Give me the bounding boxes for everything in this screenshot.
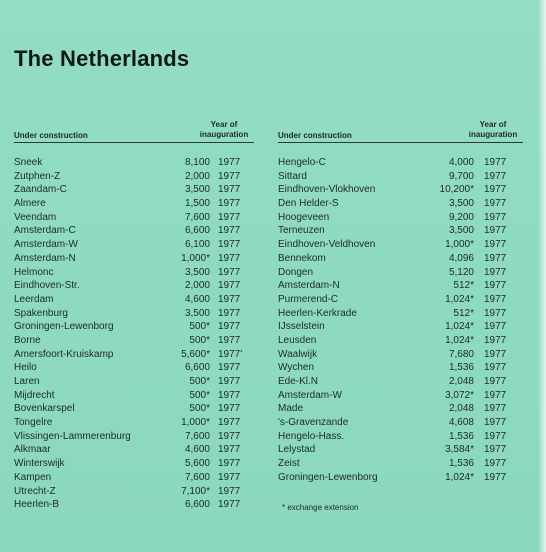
- inauguration-year: 1977: [484, 348, 507, 360]
- table-row: [14, 458, 254, 472]
- table-row: [14, 198, 254, 212]
- line-count: 3,500: [184, 184, 210, 196]
- table-row: [278, 362, 523, 376]
- location-name: Zeist: [278, 458, 300, 470]
- inauguration-year: 1977: [484, 239, 507, 251]
- location-name: Hoogeveen: [278, 211, 330, 223]
- line-count: 1,000*: [445, 239, 474, 251]
- line-count: 1,024*: [445, 321, 474, 333]
- inauguration-year: 1977: [484, 444, 507, 456]
- location-name: Purmerend-C: [278, 293, 339, 305]
- table-row: [14, 444, 254, 458]
- inauguration-year: 1977: [484, 211, 507, 223]
- footnote: * exchange extension: [282, 503, 359, 512]
- table-row: [14, 171, 254, 185]
- location-name: Amsterdam-C: [14, 225, 76, 237]
- left-column: [14, 120, 254, 513]
- location-name: Helmonc: [14, 266, 54, 278]
- location-name: Eindhoven-Str.: [14, 280, 80, 292]
- year-of-inauguration-label: Year of inauguration: [199, 120, 249, 139]
- table-row: [14, 267, 254, 281]
- line-count: 4,600: [184, 293, 210, 305]
- inauguration-year: 1977': [218, 348, 243, 360]
- location-name: Spakenburg: [14, 307, 68, 319]
- table-row: [14, 417, 254, 431]
- table-row: [278, 280, 523, 294]
- table-row: [14, 472, 254, 486]
- table-row: [14, 376, 254, 390]
- table-row: [14, 390, 254, 404]
- location-name: Groningen-Lewenborg: [14, 321, 114, 333]
- line-count: 2,048: [448, 403, 474, 415]
- line-count: 1,024*: [445, 334, 474, 346]
- inauguration-year: 1977: [484, 389, 507, 401]
- location-name: IJsselstein: [278, 321, 325, 333]
- location-name: Almere: [14, 198, 46, 210]
- line-count: 4,600: [184, 444, 210, 456]
- inauguration-year: 1977: [218, 499, 241, 511]
- inauguration-year: 1977: [218, 198, 241, 210]
- table-row: [278, 417, 523, 431]
- location-name: Kampen: [14, 471, 52, 483]
- line-count: 500*: [189, 376, 210, 387]
- inauguration-year: 1977: [218, 266, 241, 278]
- line-count: 3,500: [184, 266, 210, 278]
- inauguration-year: 1977: [218, 389, 241, 401]
- line-count: 3,072*: [445, 389, 474, 401]
- line-count: 512*: [453, 307, 474, 319]
- inauguration-year: 1977: [218, 211, 241, 223]
- location-name: Amsterdam-N: [14, 252, 76, 264]
- line-count: 2,000: [184, 280, 210, 292]
- inauguration-year: 1977: [218, 252, 241, 264]
- inauguration-year: 1977: [484, 417, 507, 429]
- table-row: [14, 157, 254, 171]
- table-row: [14, 308, 254, 322]
- location-name: 's-Gravenzande: [278, 417, 349, 429]
- inauguration-year: 1977: [218, 184, 241, 196]
- location-name: Vlissingen-Lammerenburg: [14, 430, 131, 442]
- line-count: 7,600: [184, 471, 210, 483]
- inauguration-year: 1977: [484, 403, 507, 415]
- table-row: [14, 294, 254, 308]
- left-table-rows: [14, 157, 254, 513]
- location-name: Alkmaar: [14, 444, 51, 456]
- inauguration-year: 1977: [484, 458, 507, 470]
- under-construction-label: Under construction: [278, 131, 352, 140]
- table-row: [14, 321, 254, 335]
- inauguration-year: 1977: [484, 184, 507, 196]
- line-count: 5,600*: [181, 348, 210, 360]
- location-name: Ede-Kl.N: [278, 376, 319, 387]
- line-count: 3,500: [448, 198, 474, 210]
- line-count: 3,584*: [445, 444, 474, 456]
- line-count: 500*: [189, 403, 210, 415]
- line-count: 4,096: [448, 252, 474, 264]
- location-name: Leerdam: [14, 293, 54, 305]
- inauguration-year: 1977: [218, 170, 241, 182]
- line-count: 5,600: [184, 458, 210, 470]
- inauguration-year: 1977: [218, 458, 241, 470]
- inauguration-year: 1977: [218, 417, 241, 429]
- table-row: [14, 239, 254, 253]
- inauguration-year: 1977: [484, 471, 507, 483]
- inauguration-year: 1977: [484, 307, 507, 319]
- location-name: Borne: [14, 334, 41, 346]
- line-count: 4,000: [448, 157, 474, 168]
- line-count: 10,200*: [439, 184, 474, 196]
- location-name: Laren: [14, 376, 40, 387]
- inauguration-year: 1977: [484, 252, 507, 264]
- table-row: [14, 335, 254, 349]
- inauguration-year: 1977: [218, 444, 241, 456]
- line-count: 2,048: [448, 376, 474, 387]
- location-name: Lelystad: [278, 444, 316, 456]
- inauguration-year: 1977: [484, 157, 507, 168]
- table-row: [14, 349, 254, 363]
- location-name: Heilo: [14, 362, 37, 374]
- line-count: 9,200: [448, 211, 474, 223]
- year-of-inauguration-label: Year of inauguration: [468, 120, 518, 139]
- line-count: 4,608: [448, 417, 474, 429]
- inauguration-year: 1977: [218, 430, 241, 442]
- table-row: [278, 321, 523, 335]
- table-row: [278, 431, 523, 445]
- inauguration-year: 1977: [484, 198, 507, 210]
- page-title: The Netherlands: [14, 46, 190, 71]
- table-row: [278, 335, 523, 349]
- inauguration-year: 1977: [484, 225, 507, 237]
- table-row: [278, 157, 523, 171]
- inauguration-year: 1977: [218, 403, 241, 415]
- line-count: 6,100: [184, 239, 210, 251]
- location-name: Amsterdam-W: [14, 239, 78, 251]
- inauguration-year: 1977: [218, 376, 241, 387]
- table-row: [14, 212, 254, 226]
- table-row: [14, 253, 254, 267]
- line-count: 1,536: [448, 430, 474, 442]
- location-name: Bovenkarspel: [14, 403, 75, 415]
- inauguration-year: 1977: [218, 334, 241, 346]
- inauguration-year: 1977: [218, 157, 241, 168]
- inauguration-year: 1977: [218, 307, 241, 319]
- location-name: Veendam: [14, 211, 57, 223]
- location-name: Heerlen-Kerkrade: [278, 307, 357, 319]
- location-name: Waalwijk: [278, 348, 318, 360]
- table-row: [278, 472, 523, 486]
- left-column-header: [14, 120, 254, 143]
- table-row: [278, 212, 523, 226]
- table-row: [14, 486, 254, 500]
- location-name: Leusden: [278, 334, 317, 346]
- location-name: Amsterdam-W: [278, 389, 342, 401]
- inauguration-year: 1977: [218, 485, 241, 497]
- page-edge: [538, 0, 546, 552]
- line-count: 2,000: [184, 170, 210, 182]
- inauguration-year: 1977: [484, 321, 507, 333]
- line-count: 6,600: [184, 225, 210, 237]
- table-row: [278, 171, 523, 185]
- location-name: Wychen: [278, 362, 315, 374]
- location-name: Bennekom: [278, 252, 326, 264]
- inauguration-year: 1977: [218, 280, 241, 292]
- line-count: 9,700: [448, 170, 474, 182]
- table-row: [278, 253, 523, 267]
- table-row: [14, 431, 254, 445]
- inauguration-year: 1977: [218, 362, 241, 374]
- location-name: Heerlen-B: [14, 499, 60, 511]
- line-count: 1,024*: [445, 293, 474, 305]
- table-row: [278, 225, 523, 239]
- table-row: [278, 403, 523, 417]
- line-count: 7,680: [448, 348, 474, 360]
- inauguration-year: 1977: [218, 293, 241, 305]
- inauguration-year: 1977: [218, 471, 241, 483]
- table-row: [278, 444, 523, 458]
- inauguration-year: 1977: [218, 321, 241, 333]
- line-count: 6,600: [184, 499, 210, 511]
- table-row: [14, 499, 254, 513]
- table-row: [278, 376, 523, 390]
- line-count: 7,600: [184, 211, 210, 223]
- inauguration-year: 1977: [484, 293, 507, 305]
- line-count: 3,500: [448, 225, 474, 237]
- inauguration-year: 1977: [484, 334, 507, 346]
- right-column-header: [278, 120, 523, 143]
- line-count: 1,536: [448, 458, 474, 470]
- inauguration-year: 1977: [484, 430, 507, 442]
- location-name: Winterswijk: [14, 458, 65, 470]
- right-column: [278, 120, 523, 486]
- table-row: [278, 198, 523, 212]
- location-name: Made: [278, 403, 304, 415]
- line-count: 6,600: [184, 362, 210, 374]
- line-count: 500*: [189, 321, 210, 333]
- inauguration-year: 1977: [484, 170, 507, 182]
- location-name: Hengelo-Hass.: [278, 430, 345, 442]
- inauguration-year: 1977: [218, 225, 241, 237]
- location-name: Amersfoort-Kruiskamp: [14, 348, 114, 360]
- table-row: [14, 184, 254, 198]
- table-row: [278, 184, 523, 198]
- location-name: Terneuzen: [278, 225, 325, 237]
- line-count: 1,500: [184, 198, 210, 210]
- location-name: Mijdrecht: [14, 389, 55, 401]
- table-row: [14, 280, 254, 294]
- inauguration-year: 1977: [484, 266, 507, 278]
- line-count: 1,536: [448, 362, 474, 374]
- line-count: 7,600: [184, 430, 210, 442]
- line-count: 1,000*: [181, 252, 210, 264]
- line-count: 7,100*: [181, 485, 210, 497]
- inauguration-year: 1977: [218, 239, 241, 251]
- location-name: Hengelo-C: [278, 157, 326, 168]
- line-count: 500*: [189, 389, 210, 401]
- location-name: Tongelre: [14, 417, 53, 429]
- location-name: Dongen: [278, 266, 314, 278]
- inauguration-year: 1977: [484, 376, 507, 387]
- line-count: 5,120: [448, 266, 474, 278]
- table-row: [278, 458, 523, 472]
- location-name: Sneek: [14, 157, 43, 168]
- location-name: Groningen-Lewenborg: [278, 471, 378, 483]
- inauguration-year: 1977: [484, 362, 507, 374]
- location-name: Sittard: [278, 170, 307, 182]
- under-construction-label: Under construction: [14, 131, 88, 140]
- right-table-rows: [278, 157, 523, 486]
- location-name: Utrecht-Z: [14, 485, 56, 497]
- table-row: [14, 403, 254, 417]
- location-name: Den Helder-S: [278, 198, 339, 210]
- table-row: [278, 267, 523, 281]
- table-row: [278, 349, 523, 363]
- location-name: Eindhoven-Vlokhoven: [278, 184, 376, 196]
- location-name: Amsterdam-N: [278, 280, 340, 292]
- line-count: 1,000*: [181, 417, 210, 429]
- table-row: [14, 362, 254, 376]
- line-count: 1,024*: [445, 471, 474, 483]
- line-count: 500*: [189, 334, 210, 346]
- location-name: Zutphen-Z: [14, 170, 61, 182]
- line-count: 512*: [453, 280, 474, 292]
- location-name: Eindhoven-Veldhoven: [278, 239, 376, 251]
- location-name: Zaandam-C: [14, 184, 67, 196]
- table-row: [278, 294, 523, 308]
- table-row: [14, 225, 254, 239]
- line-count: 3,500: [184, 307, 210, 319]
- inauguration-year: 1977: [484, 280, 507, 292]
- table-row: [278, 390, 523, 404]
- line-count: 8,100: [184, 157, 210, 168]
- table-row: [278, 239, 523, 253]
- table-row: [278, 308, 523, 322]
